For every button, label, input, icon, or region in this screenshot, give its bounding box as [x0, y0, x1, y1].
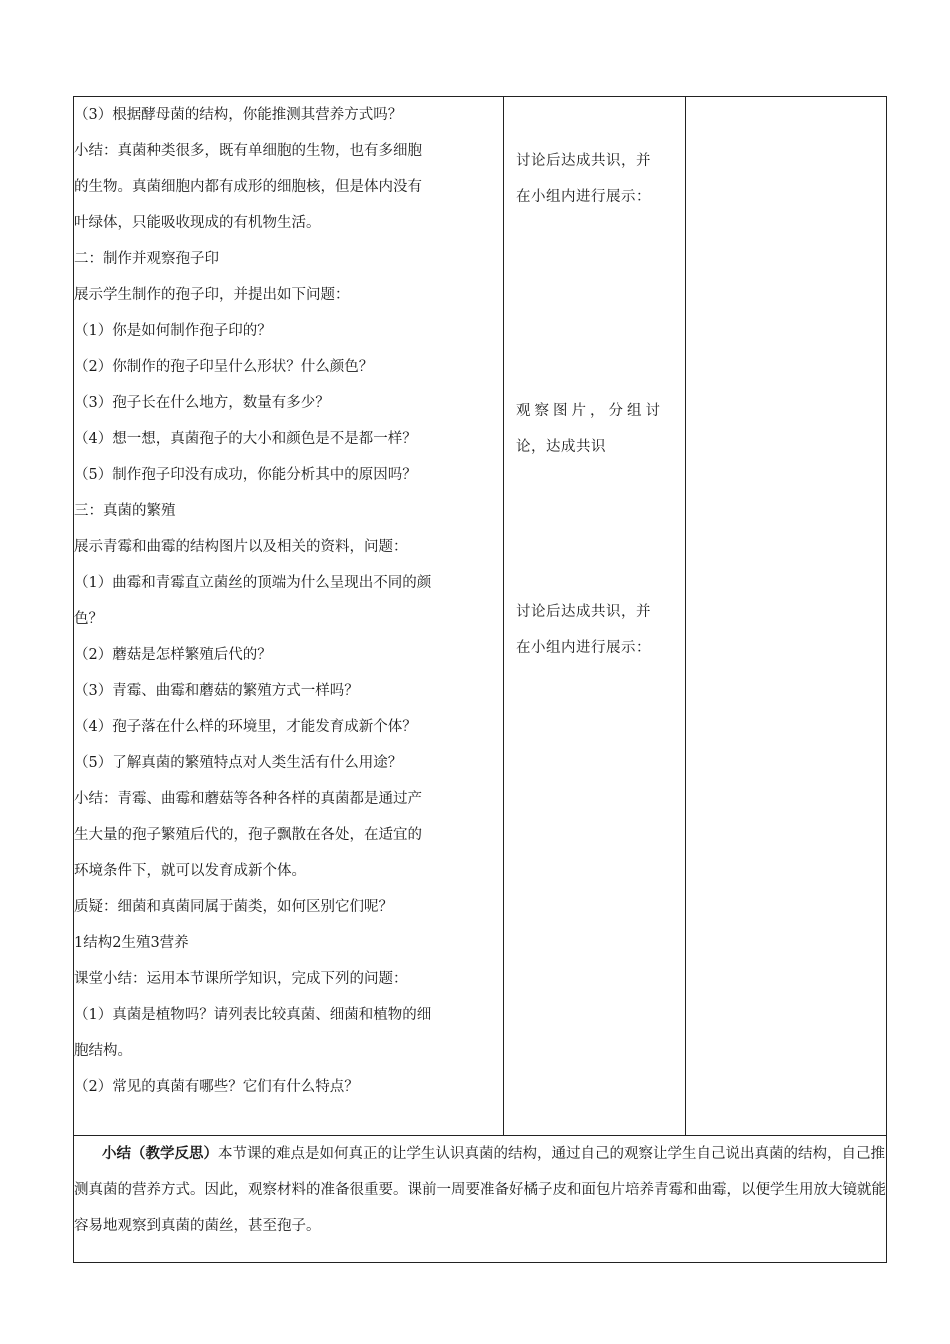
text-line: （3）根据酵母菌的结构，你能推测其营养方式吗？	[74, 107, 403, 123]
question-line: （1）曲霉和青霉直立菌丝的顶端为什么呈现出不同的颜	[74, 575, 432, 591]
question-line: （5）制作孢子印没有成功，你能分析其中的原因吗？	[74, 467, 417, 483]
text-line: 1结构2生殖3营养	[74, 935, 189, 951]
text-line: 课堂小结：运用本节课所学知识，完成下列的问题：	[74, 971, 408, 987]
lesson-table	[73, 96, 887, 1263]
question-line: （4）孢子落在什么样的环境里，才能发育成新个体？	[74, 719, 417, 735]
text-line: 讨论后达成共识，并	[516, 604, 651, 620]
text-line: 展示学生制作的孢子印，并提出如下问题：	[74, 287, 350, 303]
text-line: 环境条件下，就可以发育成新个体。	[74, 863, 306, 879]
text-line: 在小组内进行展示：	[516, 189, 651, 205]
text-line: 小结：真菌种类很多，既有单细胞的生物，也有多细胞	[74, 143, 422, 159]
text-line: 质疑：细菌和真菌同属于菌类，如何区别它们呢？	[74, 899, 393, 915]
student-activity-block	[516, 143, 675, 215]
text-line: 论，达成共识	[516, 439, 606, 455]
teacher-activity-cell	[74, 97, 504, 1136]
reflection-paragraph	[74, 1136, 886, 1244]
question-line: （1）真菌是植物吗？请列表比较真菌、细菌和植物的细	[74, 1007, 432, 1023]
text-line: 在小组内进行展示：	[516, 640, 651, 656]
text-line: 讨论后达成共识，并	[516, 153, 651, 169]
content-row	[74, 97, 887, 1136]
student-activity-block	[516, 594, 675, 666]
notes-cell	[686, 97, 887, 1136]
reflection-heading: 小结（教学反思）	[102, 1145, 218, 1162]
text-line: 色？	[74, 611, 103, 627]
summary-row	[74, 1136, 887, 1263]
question-line: （3）孢子长在什么地方，数量有多少？	[74, 395, 330, 411]
text-line: 观察图片，分组讨	[516, 403, 664, 419]
reflection-cell	[74, 1136, 887, 1263]
question-line: （3）青霉、曲霉和蘑菇的繁殖方式一样吗？	[74, 683, 359, 699]
question-line: （2）蘑菇是怎样繁殖后代的？	[74, 647, 272, 663]
text-line: 生大量的孢子繁殖后代的，孢子飘散在各处，在适宜的	[74, 827, 422, 843]
question-line: （5）了解真菌的繁殖特点对人类生活有什么用途？	[74, 755, 403, 771]
question-line: （1）你是如何制作孢子印的？	[74, 323, 272, 339]
student-activity-block	[516, 393, 675, 465]
text-line: 叶绿体，只能吸收现成的有机物生活。	[74, 215, 321, 231]
question-line: （2）你制作的孢子印呈什么形状？什么颜色？	[74, 359, 374, 375]
student-activity-cell	[504, 97, 686, 1136]
section-heading: 二：制作并观察孢子印	[74, 251, 219, 267]
question-line: （4）想一想，真菌孢子的大小和颜色是不是都一样？	[74, 431, 417, 447]
section-heading: 三：真菌的繁殖	[74, 503, 176, 519]
question-line: （2）常见的真菌有哪些？它们有什么特点？	[74, 1079, 359, 1095]
text-line: 的生物。真菌细胞内都有成形的细胞核，但是体内没有	[74, 179, 422, 195]
text-line: 胞结构。	[74, 1043, 132, 1059]
reflection-text: 本节课的难点是如何真正的让学生认识真菌的结构，通过自己的观察让学生自己说出真菌的结构，自己推测真菌的营养方式。因此，观察材料的准备很重要。课前一周要准备好橘子皮和面包片培养青霉和曲霉，以便学生用放大镜就能容易地观察到真菌的菌丝，甚至孢子。	[74, 1146, 886, 1234]
text-line: 小结：青霉、曲霉和蘑菇等各种各样的真菌都是通过产	[74, 791, 422, 807]
text-line: 展示青霉和曲霉的结构图片以及相关的资料，问题：	[74, 539, 408, 555]
